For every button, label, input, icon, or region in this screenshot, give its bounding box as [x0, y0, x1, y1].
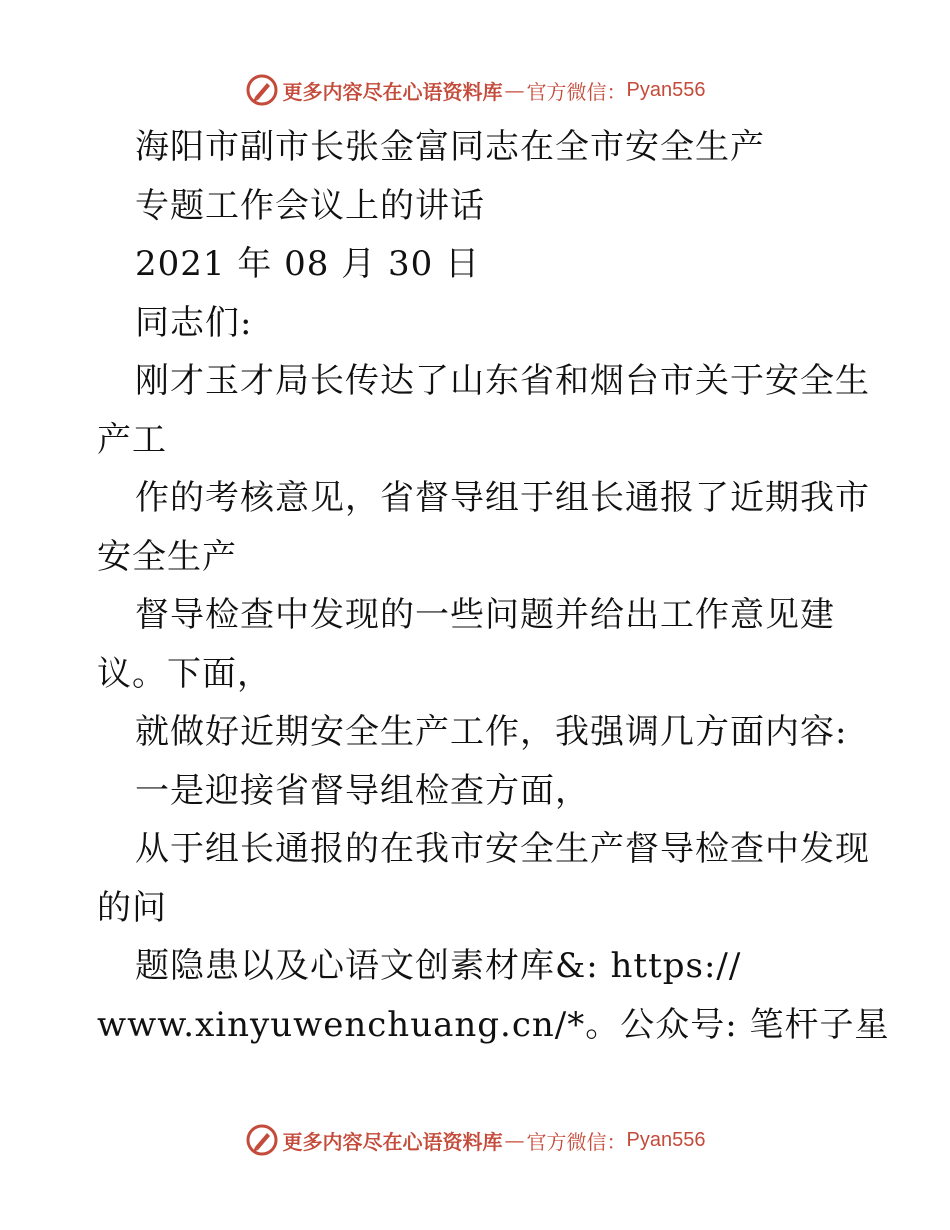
doc-line-2: 专题工作会议上的讲话: [135, 185, 485, 226]
doc-line-4: 同志们:: [135, 302, 253, 343]
doc-line-7: 作的考核意见，省督导组于组长通报了近期我市: [135, 478, 870, 518]
doc-line-16: www.xinyuwenchuang.cn/*。公众号: 笔杆子星: [97, 1004, 890, 1045]
doc-line-6: 产工: [97, 419, 167, 460]
banner-dash: —: [504, 1128, 525, 1152]
doc-line-1: 海阳市副市长张金富同志在全市安全生产: [135, 127, 765, 167]
banner-official-label: 官方微信：: [526, 1129, 627, 1154]
doc-line-12: 一是迎接省督导组检查方面，: [135, 770, 590, 811]
banner-official-label: 官方微信：: [526, 79, 627, 104]
doc-line-5: 刚才玉才局长传达了山东省和烟台市关于安全生: [135, 361, 870, 401]
doc-line-9: 督导检查中发现的一些问题并给出工作意见建: [135, 595, 835, 635]
doc-line-11: 就做好近期安全生产工作，我强调几方面内容:: [135, 712, 848, 752]
doc-line-8: 安全生产: [97, 536, 237, 577]
doc-line-15: 题隐患以及心语文创素材库&: https://: [135, 946, 742, 986]
header-banner: [0, 70, 950, 110]
banner-brand: 更多内容尽在心语资料库: [282, 79, 503, 104]
pen-logo-icon: [245, 1123, 279, 1157]
footer-banner: [0, 1120, 950, 1160]
banner-dash: —: [504, 78, 525, 102]
pen-logo-icon: [245, 73, 279, 107]
banner-wechat-id: Pyan556: [626, 1128, 706, 1151]
doc-line-10: 议。下面，: [97, 653, 272, 694]
doc-line-13: 从于组长通报的在我市安全生产督导检查中发现: [135, 829, 870, 869]
document-body: [97, 118, 890, 1054]
banner-wechat-id: Pyan556: [626, 78, 706, 101]
banner-brand: 更多内容尽在心语资料库: [282, 1129, 503, 1154]
doc-line-14: 的问: [97, 887, 167, 928]
doc-line-3: 2021 年 08 月 30 日: [135, 244, 481, 284]
